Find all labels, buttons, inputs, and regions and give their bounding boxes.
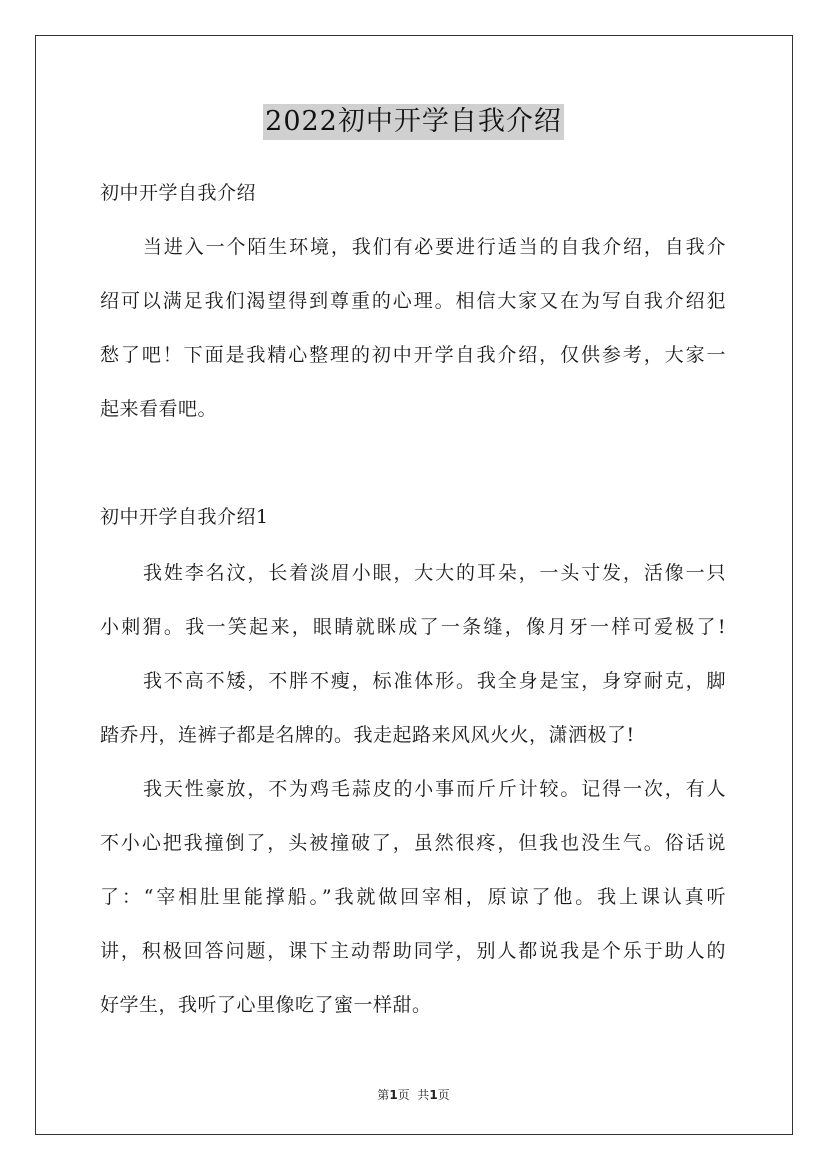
footer-total-pages: 1 — [429, 1088, 438, 1102]
intro-line: 当进入一个陌生环境，我们有必要进行适当的自我介绍，自我介 — [143, 236, 726, 258]
intro-line: 愁了吧！下面是我精心整理的初中开学自我介绍，仅供参考，大家一 — [100, 344, 726, 366]
paragraph-line: 好学生，我听了心里像吃了蜜一样甜。 — [100, 994, 432, 1016]
subtitle: 初中开学自我介绍 — [100, 182, 257, 204]
paragraph-line: 我不高不矮，不胖不瘦，标准体形。我全身是宝，身穿耐克，脚 — [143, 670, 726, 692]
title-wrap — [0, 104, 827, 140]
paragraph-line: 我姓李名汶，长着淡眉小眼，大大的耳朵，一头寸发，活像一只 — [143, 562, 726, 584]
paragraph-line: 讲，积极回答问题，课下主动帮助同学，别人都说我是个乐于助人的 — [100, 940, 726, 962]
section-heading: 初中开学自我介绍1 — [100, 506, 269, 528]
footer-prefix: 第 — [377, 1088, 390, 1102]
footer-suffix: 页 — [437, 1088, 450, 1102]
intro-line: 起来看看吧。 — [100, 398, 218, 420]
paragraph-line: 不小心把我撞倒了，头被撞破了，虽然很疼，但我也没生气。俗话说 — [100, 832, 726, 854]
document-title: 2022初中开学自我介绍 — [263, 104, 564, 140]
intro-line: 绍可以满足我们渴望得到尊重的心理。相信大家又在为写自我介绍犯 — [100, 290, 726, 312]
page-footer — [0, 1086, 827, 1103]
paragraph-line: 踏乔丹，连裤子都是名牌的。我走起路来风风火火，潇洒极了! — [100, 724, 635, 746]
footer-mid: 页 共 — [397, 1088, 430, 1102]
paragraph-line: 了：“宰相肚里能撑船。”我就做回宰相，原谅了他。我上课认真听 — [100, 886, 726, 908]
footer-page-number: 1 — [389, 1088, 398, 1102]
paragraph-line: 我天性豪放，不为鸡毛蒜皮的小事而斤斤计较。记得一次，有人 — [143, 778, 726, 800]
paragraph-line: 小刺猬。我一笑起来，眼睛就眯成了一条缝，像月牙一样可爱极了! — [100, 616, 726, 638]
